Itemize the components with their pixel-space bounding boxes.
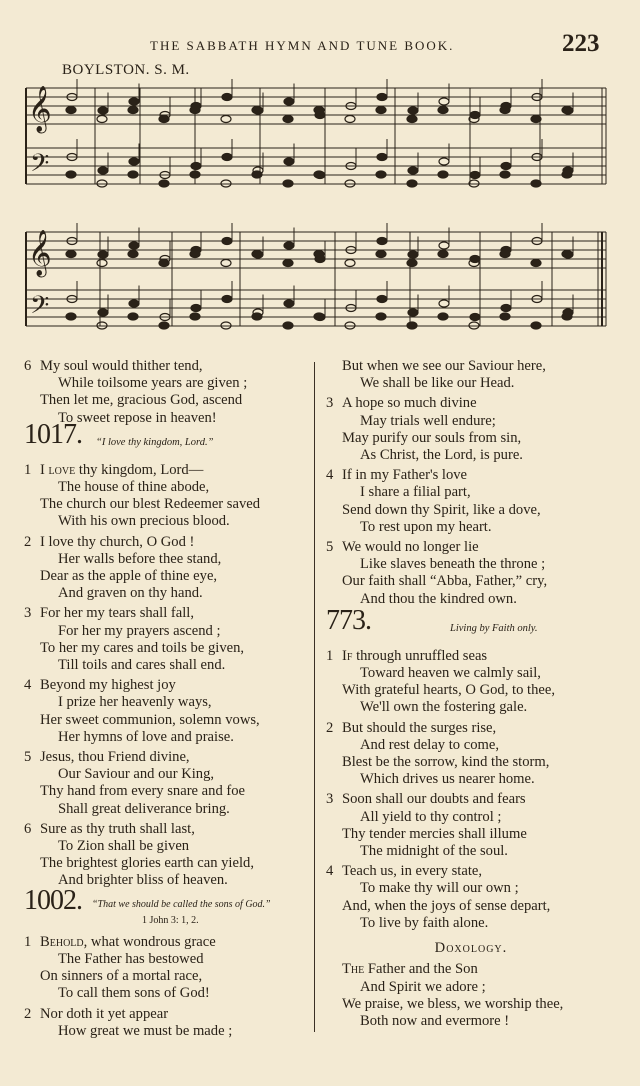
verse-line: And graven on thy hand.	[58, 585, 203, 602]
verse-line: The midnight of the soul.	[360, 843, 508, 860]
verse-line: But should the surges rise,	[342, 719, 497, 736]
doxology-title: Doxology.	[434, 940, 508, 957]
page-number: 223	[562, 30, 600, 57]
verse-line: Which drives us nearer home.	[360, 771, 535, 788]
verse-line: Then let me, gracious God, ascend	[40, 392, 243, 409]
verse-line: Till toils and cares shall end.	[58, 657, 226, 674]
svg-text:𝄞: 𝄞	[28, 230, 52, 276]
verse-line: How great we must be made ;	[58, 1022, 233, 1039]
hymn-heading	[24, 884, 296, 932]
doxology	[326, 961, 616, 1030]
verse-line: To call them sons of God!	[58, 985, 210, 1002]
verse-line: On sinners of a mortal race,	[40, 968, 203, 985]
verse-line: Shall great deliverance bring.	[58, 800, 230, 817]
verse-line: To sweet repose in heaven!	[58, 409, 217, 426]
stanza-number: 4	[24, 677, 32, 694]
verse-word: If	[342, 647, 353, 664]
verse-line: As Christ, the Lord, is pure.	[360, 447, 523, 464]
stanza	[326, 791, 616, 860]
hymn-number: 773.	[326, 604, 371, 636]
music-score	[0, 0, 640, 340]
verse-line: We praise, we bless, we worship thee,	[342, 995, 564, 1012]
stanza-number: 4	[326, 863, 334, 880]
hymn-heading	[24, 418, 296, 460]
verse-line: To make thy will our own ;	[360, 880, 519, 897]
verse-line: Her walls before thee stand,	[58, 550, 222, 567]
stanza-number: 4	[326, 467, 334, 484]
verse-line: May trials well endure;	[360, 412, 496, 429]
verse-line: We would no longer lie	[342, 539, 479, 556]
svg-text:𝄢: 𝄢	[30, 291, 50, 326]
verse-word: love	[48, 461, 76, 478]
stanza-number: 2	[24, 1005, 32, 1022]
hymn-number: 1017.	[24, 418, 82, 450]
stanza-number: 6	[24, 358, 32, 374]
stanza	[24, 462, 296, 531]
verse-line: A hope so much divine	[342, 395, 477, 412]
verse-line: The brightest glories earth can yield,	[40, 855, 254, 872]
column-divider	[314, 362, 315, 1032]
verse-line: Nor doth it yet appear	[40, 1005, 169, 1022]
verse-line: Beyond my highest joy	[40, 677, 176, 694]
left-column	[24, 358, 296, 1043]
verse-line: And, when the joys of sense depart,	[342, 897, 551, 914]
verse-line: But when we see our Saviour here,	[342, 358, 546, 374]
svg-text:𝄞: 𝄞	[28, 86, 52, 132]
hymn-number: 1002.	[24, 884, 82, 916]
verse-line: And brighter bliss of heaven.	[58, 872, 228, 889]
verse-line: My soul would thither tend,	[40, 358, 203, 374]
stanza	[24, 1006, 296, 1040]
verse-line: Like slaves beneath the throne ;	[360, 556, 546, 573]
verse-line: To live by faith alone.	[360, 914, 489, 931]
verse-line: Send down thy Spirit, like a dove,	[342, 501, 541, 518]
stanza	[24, 821, 296, 890]
verse-line: Both now and evermore !	[360, 1012, 510, 1029]
hymn-subtitle: Living by Faith only.	[450, 622, 538, 634]
stanza-number: 1	[24, 933, 32, 950]
verse-line: Blest be the sorrow, kind the storm,	[342, 754, 550, 771]
verse-line: I love thy church, O God !	[40, 533, 195, 550]
stanza	[24, 749, 296, 818]
verse-line: Her hymns of love and praise.	[58, 728, 234, 745]
verse-line: Thy hand from every snare and foe	[40, 783, 246, 800]
stanza-number: 3	[326, 395, 334, 412]
verse-line: The Father has bestowed	[58, 950, 204, 967]
verse-line: And thou the kindred own.	[360, 590, 517, 607]
stanza-number: 6	[24, 820, 32, 837]
verse-line: And rest delay to come,	[360, 736, 500, 753]
running-title: THE SABBATH HYMN AND TUNE BOOK.	[150, 38, 455, 53]
stanza	[24, 934, 296, 1003]
verse-line: Toward heaven we calmly sail,	[360, 665, 541, 682]
verse-line: Jesus, thou Friend divine,	[40, 749, 190, 766]
verse-line: I share a filial part,	[360, 484, 471, 501]
verse-line: , what wondrous grace	[83, 933, 216, 950]
verse-line: through unruffled seas	[352, 647, 488, 664]
verse-line: May purify our souls from sin,	[342, 429, 522, 446]
stanza-number: 2	[24, 533, 32, 550]
verse-word: The	[342, 961, 365, 978]
hymn-subtitle: “I love thy kingdom, Lord.”	[96, 436, 214, 448]
verse-line: And Spirit we adore ;	[360, 978, 486, 995]
verse-line: Our faith shall “Abba, Father,” cry,	[342, 573, 548, 590]
right-column	[326, 358, 616, 1033]
verse-word: I	[40, 461, 49, 478]
stanza-number: 5	[24, 749, 32, 766]
stanza	[326, 863, 616, 932]
verse-line: With grateful hearts, O God, to thee,	[342, 682, 555, 699]
verse-line: Teach us, in every state,	[342, 863, 482, 880]
verse-line: thy kingdom, Lord—	[75, 461, 204, 478]
verse-line: Thy tender mercies shall illume	[342, 825, 527, 842]
verse-line: While toilsome years are given ;	[58, 375, 248, 392]
verse-word: Behold	[40, 933, 84, 950]
stanza	[24, 358, 296, 427]
verse-line: To rest upon my heart.	[360, 518, 492, 535]
stanza-number: 5	[326, 539, 334, 556]
stanza	[24, 605, 296, 674]
verse-line: With his own precious blood.	[58, 513, 230, 530]
stanza-number: 1	[326, 647, 334, 664]
verse-line: Sure as thy truth shall last,	[40, 820, 195, 837]
stanza	[326, 358, 616, 392]
stanza-number: 1	[24, 461, 32, 478]
verse-line: Our Saviour and our King,	[58, 766, 215, 783]
svg-text:𝄢: 𝄢	[30, 149, 50, 184]
stanza-number: 3	[24, 605, 32, 622]
verse-line: Soon shall our doubts and fears	[342, 791, 526, 808]
verse-line: Her sweet communion, solemn vows,	[40, 711, 260, 728]
hymn-subtitle: “That we should be called the sons of God.”	[92, 898, 271, 910]
verse-line: For her my tears shall fall,	[40, 605, 195, 622]
verse-line: For her my prayers ascend ;	[58, 622, 221, 639]
stanza-number: 2	[326, 719, 334, 736]
hymn-heading	[326, 604, 616, 646]
stanza	[24, 534, 296, 603]
stanza	[326, 467, 616, 536]
verse-line: Father and the Son	[364, 961, 478, 978]
verse-line: To Zion shall be given	[58, 838, 190, 855]
stanza	[326, 720, 616, 789]
verse-line: We shall be like our Head.	[360, 375, 515, 392]
verse-line: I prize her heavenly ways,	[58, 694, 212, 711]
stanza	[326, 648, 616, 717]
stanza	[326, 395, 616, 464]
stanza	[326, 539, 616, 608]
verse-line: Dear as the apple of thine eye,	[40, 568, 218, 585]
verse-line: The house of thine abode,	[58, 479, 210, 496]
verse-line: If in my Father's love	[342, 467, 468, 484]
stanza	[24, 677, 296, 746]
verse-line: We'll own the fostering gale.	[360, 699, 528, 716]
verse-line: All yield to thy control ;	[360, 808, 502, 825]
verse-line: To her my cares and toils be given,	[40, 639, 245, 656]
scripture-reference: 1 John 3: 1, 2.	[142, 914, 199, 926]
verse-line: The church our blest Redeemer saved	[40, 496, 261, 513]
tune-name: BOYLSTON. S. M.	[62, 62, 190, 78]
stanza-number: 3	[326, 791, 334, 808]
